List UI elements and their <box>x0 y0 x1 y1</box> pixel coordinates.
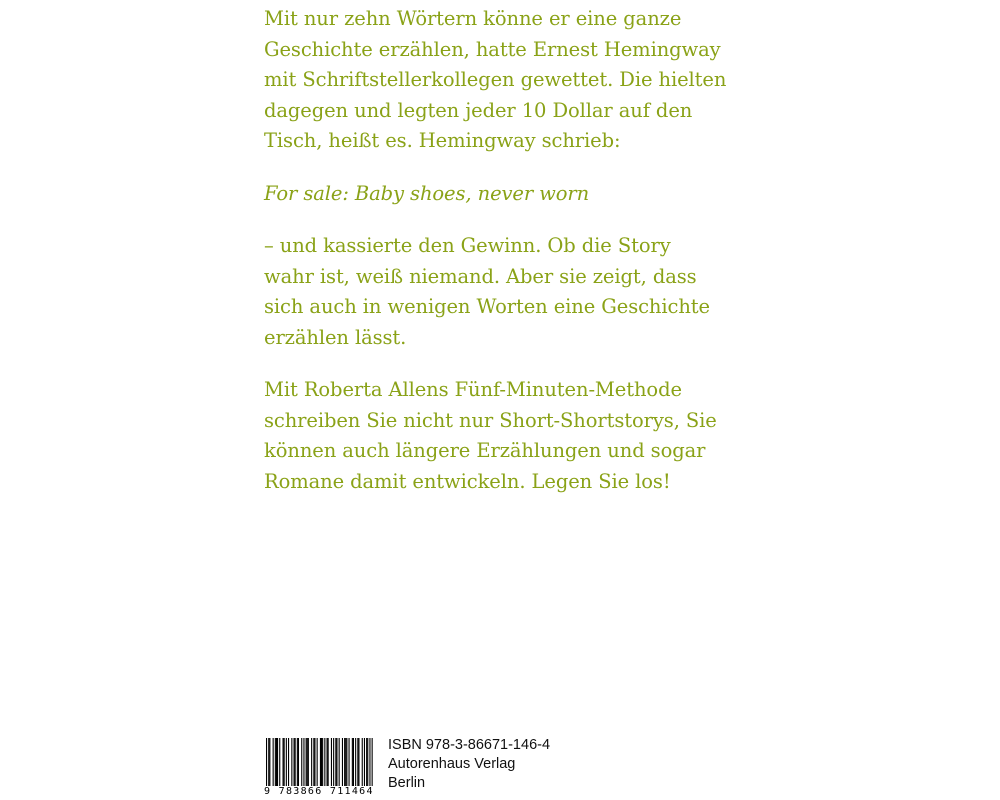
barcode-bar <box>355 738 356 788</box>
barcode-bar <box>286 738 287 788</box>
barcode-bar <box>336 738 337 788</box>
barcode-bar <box>269 738 270 788</box>
barcode-bar <box>358 738 359 788</box>
barcode-bar <box>335 738 336 788</box>
barcode-bar <box>327 738 328 788</box>
barcode-bar <box>298 738 299 788</box>
blurb-line: dagegen und legten jeder 10 Dollar auf den <box>264 98 693 122</box>
blurb-line: sich auch in wenigen Worten eine Geschichte <box>264 295 710 318</box>
blurb-line: Mit Roberta Allens Fünf-Minuten-Methode <box>264 378 682 401</box>
barcode-bar <box>294 738 295 788</box>
publisher-name: Autorenhaus Verlag <box>388 756 516 772</box>
barcode-bar <box>311 738 312 788</box>
barcode-bar <box>352 738 353 788</box>
blurb-line: – und kassierte den Gewinn. Ob die Story <box>264 234 671 257</box>
imprint <box>388 736 550 793</box>
paragraph-spacer <box>264 353 734 375</box>
barcode-bar <box>353 738 354 788</box>
barcode-bar <box>291 738 292 788</box>
barcode-bar <box>328 738 329 788</box>
blurb-line: Tisch, heißt es. Hemingway schrieb: <box>264 129 621 152</box>
blurb-line: erzählen lässt. <box>264 325 407 349</box>
barcode-bar <box>297 738 298 788</box>
blurb-line: Mit nur zehn Wörtern könne er eine ganze <box>264 7 682 30</box>
barcode-bar <box>303 738 304 788</box>
isbn-barcode <box>262 736 378 800</box>
barcode-bar <box>331 738 332 788</box>
blurb-line: können auch längere Erzählungen und sogar <box>264 439 706 462</box>
barcode-bar <box>314 738 315 788</box>
blurb-line: wahr ist, weiß niemand. Aber sie zeigt, dass <box>264 264 697 288</box>
barcode-bar <box>362 738 363 788</box>
barcode-bar <box>322 738 323 788</box>
barcode-bar <box>344 738 345 788</box>
barcode-bar <box>313 738 314 788</box>
barcode-bar <box>342 738 343 788</box>
blurb-line: schreiben Sie nicht nur Short-Shortstorys, Sie <box>264 408 717 432</box>
barcode-bar <box>276 738 277 788</box>
hemingway-quote: For sale: Baby shoes, never worn <box>264 181 590 205</box>
barcode-bar <box>339 738 340 788</box>
barcode-bar <box>275 738 276 788</box>
barcode-bar <box>283 738 284 788</box>
blurb-line: mit Schriftstellerkollegen gewettet. Die hielten <box>264 68 727 91</box>
blurb-line: Romane damit entwickeln. Legen Sie los! <box>264 469 671 493</box>
barcode-bar <box>333 738 334 788</box>
barcode-bar <box>357 738 358 788</box>
barcode-bar <box>306 738 307 788</box>
barcode-bar <box>349 738 350 788</box>
barcode-bar <box>301 738 302 788</box>
barcode-bar <box>273 738 274 788</box>
paragraph-spacer <box>264 209 734 231</box>
isbn-number: ISBN 978-3-86671-146-4 <box>388 737 551 753</box>
barcode-bar <box>346 738 347 788</box>
blurb-line: Geschichte erzählen, hatte Ernest Hemingway <box>264 37 721 61</box>
barcode-bar <box>366 738 367 788</box>
barcode-bar <box>308 738 309 788</box>
barcode-bar <box>324 738 325 788</box>
barcode-bar <box>317 738 318 788</box>
barcode-bar <box>367 738 368 788</box>
barcode-bar <box>364 738 365 788</box>
barcode-bar <box>345 738 346 788</box>
barcode-bar <box>284 738 285 788</box>
paragraph-spacer <box>264 157 734 179</box>
barcode-bar <box>307 738 308 788</box>
barcode-bar <box>279 738 280 788</box>
blurb-text <box>264 4 734 497</box>
barcode-bar <box>288 738 289 788</box>
publisher-city: Berlin <box>388 775 426 791</box>
barcode-bar <box>295 738 296 788</box>
barcode-bar <box>277 738 278 788</box>
barcode-digits: 9 783866 711464 <box>262 786 378 798</box>
